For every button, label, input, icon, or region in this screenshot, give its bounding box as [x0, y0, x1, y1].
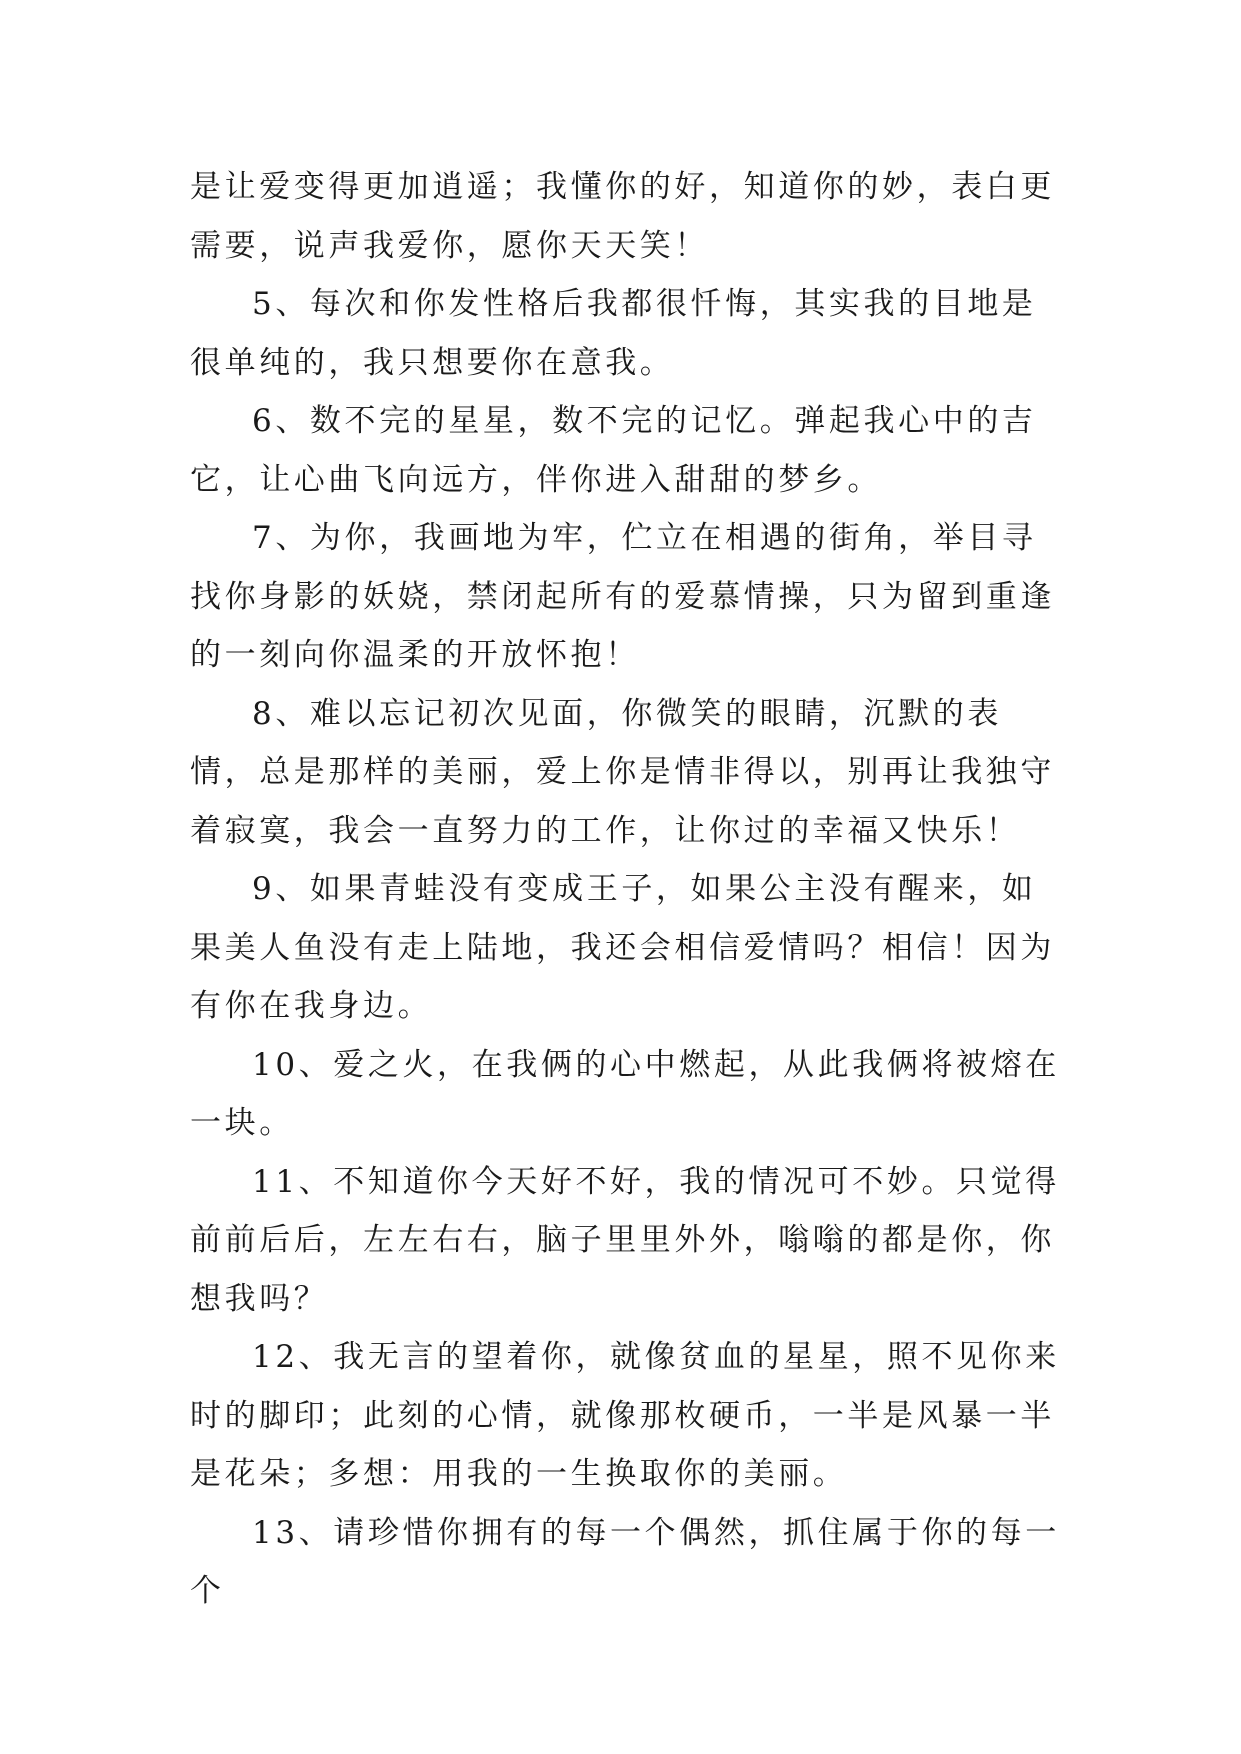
- paragraph-9: 9、如果青蛙没有变成王子，如果公主没有醒来，如果美人鱼没有走上陆地，我还会相信爱情吗？相信！因为有你在我身边。: [190, 871, 1055, 1024]
- paragraph-7: 7、为你，我画地为牢，伫立在相遇的街角，举目寻找你身影的妖娆，禁闭起所有的爱慕情操，只为留到重逢的一刻向你温柔的开放怀抱！: [190, 520, 1055, 673]
- paragraph-12: 12、我无言的望着你，就像贫血的星星，照不见你来时的脚印；此刻的心情，就像那枚硬币，一半是风暴一半是花朵；多想：用我的一生换取你的美丽。: [190, 1339, 1060, 1492]
- document-body: [190, 158, 1070, 1621]
- paragraph-5: 5、每次和你发性格后我都很忏悔，其实我的目地是很单纯的，我只想要你在意我。: [190, 286, 1037, 381]
- paragraph-11: 11、不知道你今天好不好，我的情况可不妙。只觉得前前后后，左左右右，脑子里里外外，嗡嗡的都是你，你想我吗？: [190, 1163, 1060, 1317]
- paragraph-8: 8、难以忘记初次见面，你微笑的眼睛，沉默的表情，总是那样的美丽，爱上你是情非得以，别再让我独守着寂寞，我会一直努力的工作，让你过的幸福又快乐！: [190, 695, 1055, 849]
- paragraph-6: 6、数不完的星星，数不完的记忆。弹起我心中的吉它，让心曲飞向远方，伴你进入甜甜的梦乡。: [190, 403, 1037, 498]
- paragraph-continued: 是让爱变得更加逍遥；我懂你的好，知道你的妙，表白更需要，说声我爱你，愿你天天笑！: [190, 169, 1055, 264]
- paragraph-13: 13、请珍惜你拥有的每一个偶然，抓住属于你的每一个: [190, 1514, 1060, 1609]
- paragraph-10: 10、爱之火，在我俩的心中燃起，从此我俩将被熔在一块。: [190, 1046, 1060, 1141]
